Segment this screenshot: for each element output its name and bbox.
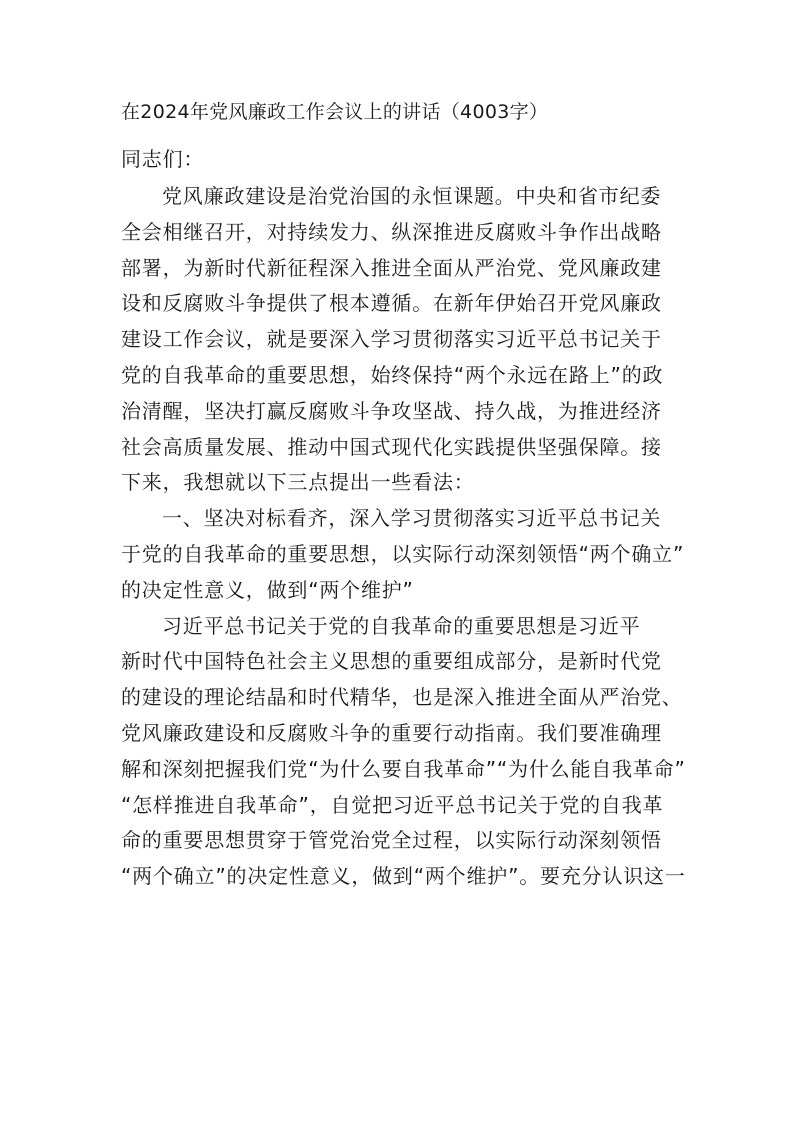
paragraph-line: 解和深刻把握我们党“为什么要自我革命”“为什么能自我革命” — [121, 756, 686, 781]
section-heading-line: 于党的自我革命的重要思想，以实际行动深刻领悟“两个确立” — [121, 541, 685, 566]
paragraph-line: 设和反腐败斗争提供了根本遵循。在新年伊始召开党风廉政 — [121, 291, 662, 316]
section-heading-line: 一、坚决对标看齐，深入学习贯彻落实习近平总书记关 — [162, 506, 662, 531]
paragraph-line: 治清醒，坚决打赢反腐败斗争攻坚战、持久战，为推进经济 — [121, 398, 662, 423]
paragraph-line: 下来，我想就以下三点提出一些看法： — [121, 470, 475, 495]
salutation: 同志们： — [121, 147, 205, 171]
paragraph-line: 党的自我革命的重要思想，始终保持“两个永远在路上”的政 — [121, 362, 664, 387]
paragraph-line: 社会高质量发展、推动中国式现代化实践提供坚强保障。接 — [121, 434, 662, 459]
paragraph-line: 党风廉政建设和反腐败斗争的重要行动指南。我们要准确理 — [121, 720, 662, 745]
paragraph-line: 全会相继召开，对持续发力、纵深推进反腐败斗争作出战略 — [121, 219, 662, 244]
paragraph-line: 的建设的理论结晶和时代精华，也是深入推进全面从严治党、 — [121, 685, 683, 710]
paragraph-line: 命的重要思想贯穿于管党治党全过程，以实际行动深刻领悟 — [121, 828, 662, 853]
paragraph-line: 习近平总书记关于党的自我革命的重要思想是习近平 — [162, 613, 641, 638]
paragraph-line: 建设工作会议，就是要深入学习贯彻落实习近平总书记关于 — [121, 327, 662, 352]
document-title: 在2024年党风廉政工作会议上的讲话（4003字） — [121, 101, 549, 123]
paragraph-line: 新时代中国特色社会主义思想的重要组成部分，是新时代党 — [121, 649, 662, 674]
paragraph-line: 部署，为新时代新征程深入推进全面从严治党、党风廉政建 — [121, 255, 662, 280]
paragraph-line: “两个确立”的决定性意义，做到“两个维护”。要充分认识这一 — [121, 864, 686, 889]
paragraph-line: “怎样推进自我革命”，自觉把习近平总书记关于党的自我革 — [121, 792, 664, 817]
body-text — [121, 179, 686, 895]
paragraph-line: 党风廉政建设是治党治国的永恒课题。中央和省市纪委 — [162, 184, 662, 208]
section-heading-line: 的决定性意义，做到“两个维护” — [121, 577, 414, 602]
